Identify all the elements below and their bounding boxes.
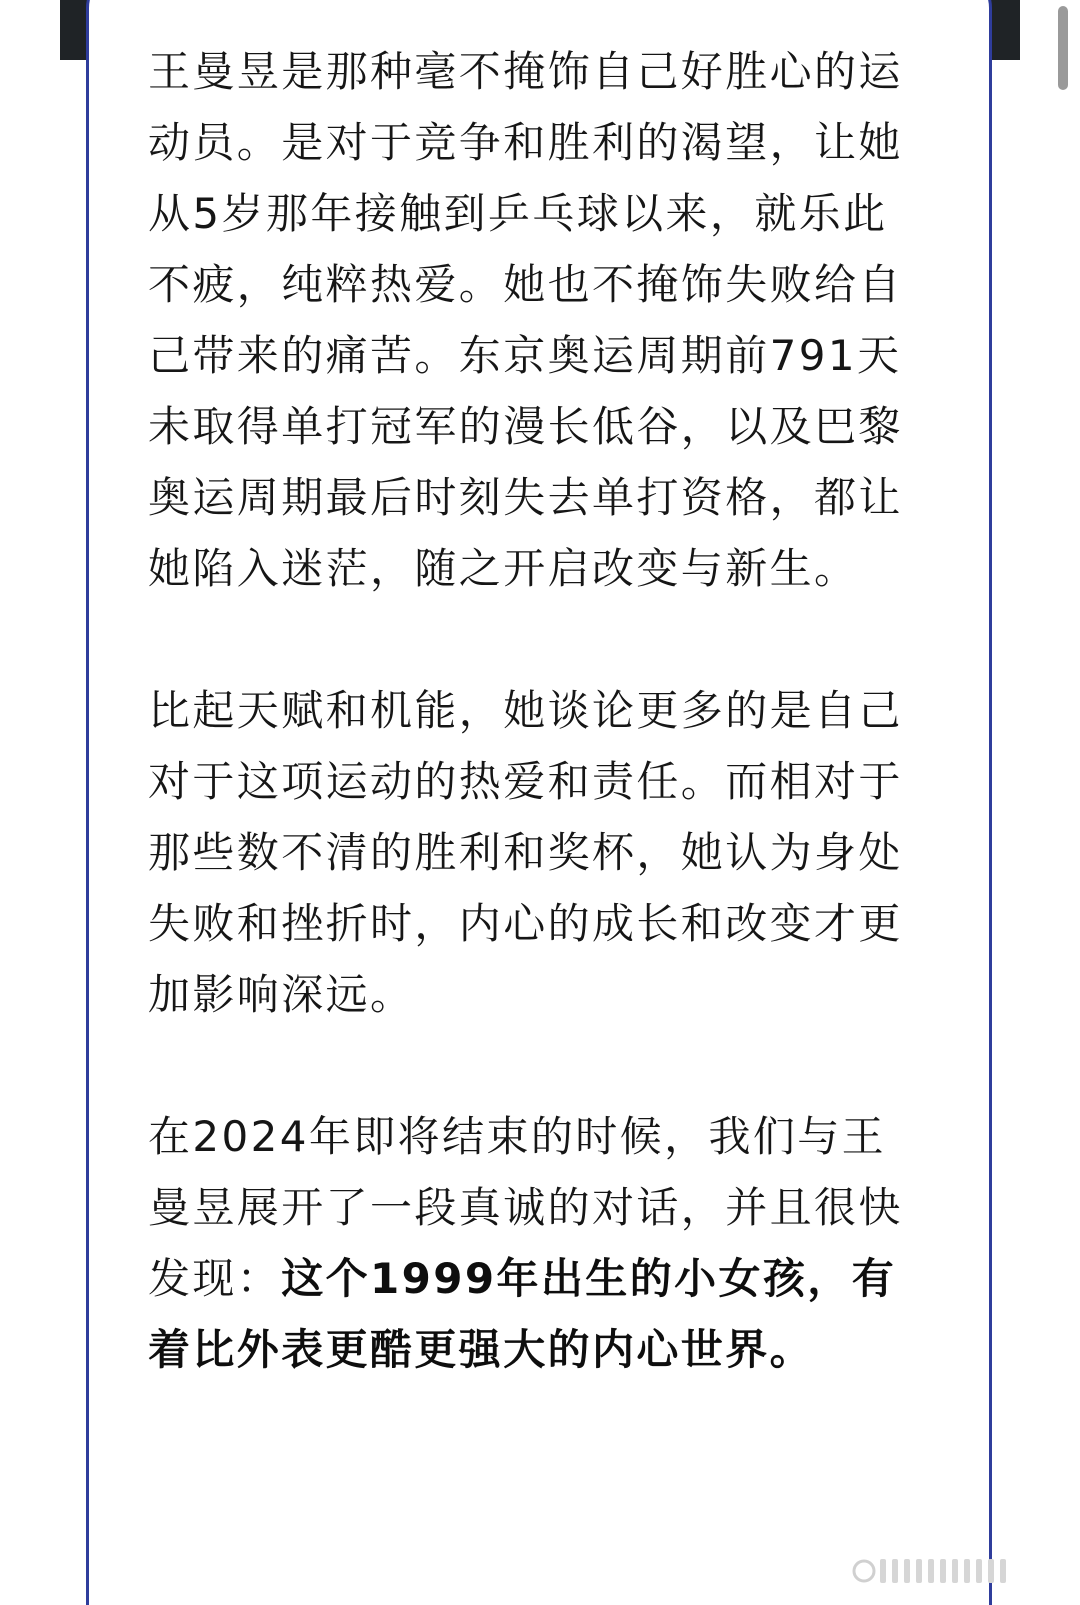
article-body [148, 36, 928, 1385]
paragraph-2-text: 比起天赋和机能，她谈论更多的是自己对于这项运动的热爱和责任。而相对于那些数不清的胜利和奖杯，她认为身处失败和挫折时，内心的成长和改变才更加影响深远。 [148, 686, 903, 1019]
paragraph-1-text: 王曼昱是那种毫不掩饰自己好胜心的运动员。是对于竞争和胜利的渴望，让她从5岁那年接触到乒乓球以来，就乐此不疲，纯粹热爱。她也不掩饰失败给自己带来的痛苦。东京奥运周期前791天未取得单打冠军的漫长低谷，以及巴黎奥运周期最后时刻失去单打资格，都让她陷入迷茫，随之开启改变与新生。 [148, 47, 903, 593]
paragraph-2 [148, 675, 928, 1030]
scrollbar-thumb[interactable] [1058, 6, 1068, 90]
paragraph-3-text: 在2024年即将结束的时候，我们与王曼昱展开了一段真诚的对话，并且很快发现： [148, 1112, 903, 1303]
signal-bars-icon [852, 1557, 1012, 1585]
paragraph-3-bold-text: 这个1999年出生的小女孩，有着比外表更酷更强大的内心世界。 [148, 1254, 897, 1374]
paragraph-1 [148, 36, 928, 604]
paragraph-3 [148, 1101, 928, 1385]
signal-bars-graphic [852, 1557, 1012, 1585]
